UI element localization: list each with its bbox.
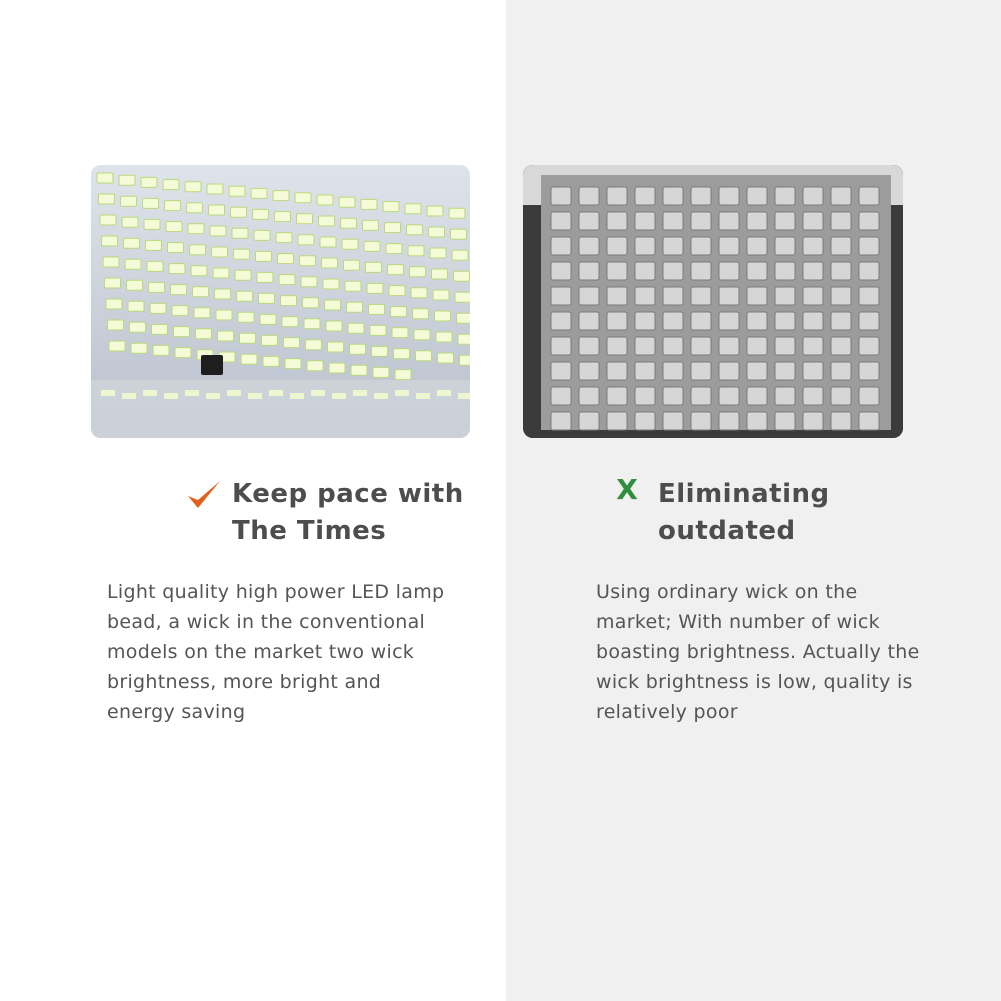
old-led-panel-image	[523, 165, 903, 438]
right-desc-line: relatively poor	[596, 701, 738, 723]
right-description	[596, 577, 941, 727]
right-heading-line2: outdated	[658, 516, 796, 546]
left-desc-line: brightness, more bright and	[107, 671, 382, 693]
right-heading-line1: Eliminating	[658, 479, 830, 509]
left-desc-line: bead, a wick in the conventional	[107, 611, 426, 633]
left-desc-line: Light quality high power LED lamp	[107, 581, 445, 603]
right-desc-line: wick brightness is low, quality is	[596, 671, 913, 693]
left-description	[107, 577, 477, 727]
right-heading	[658, 476, 918, 550]
check-icon	[186, 478, 222, 512]
modern-led-panel-image	[91, 165, 470, 438]
cross-icon: X	[616, 473, 638, 506]
left-desc-line: energy saving	[107, 701, 246, 723]
left-desc-line: models on the market two wick	[107, 641, 415, 663]
right-desc-line: Using ordinary wick on the	[596, 581, 858, 603]
right-desc-line: boasting brightness. Actually the	[596, 641, 920, 663]
left-heading-line2: The Times	[232, 516, 387, 546]
right-desc-line: market; With number of wick	[596, 611, 880, 633]
left-heading	[232, 476, 492, 550]
left-heading-line1: Keep pace with	[232, 479, 464, 509]
